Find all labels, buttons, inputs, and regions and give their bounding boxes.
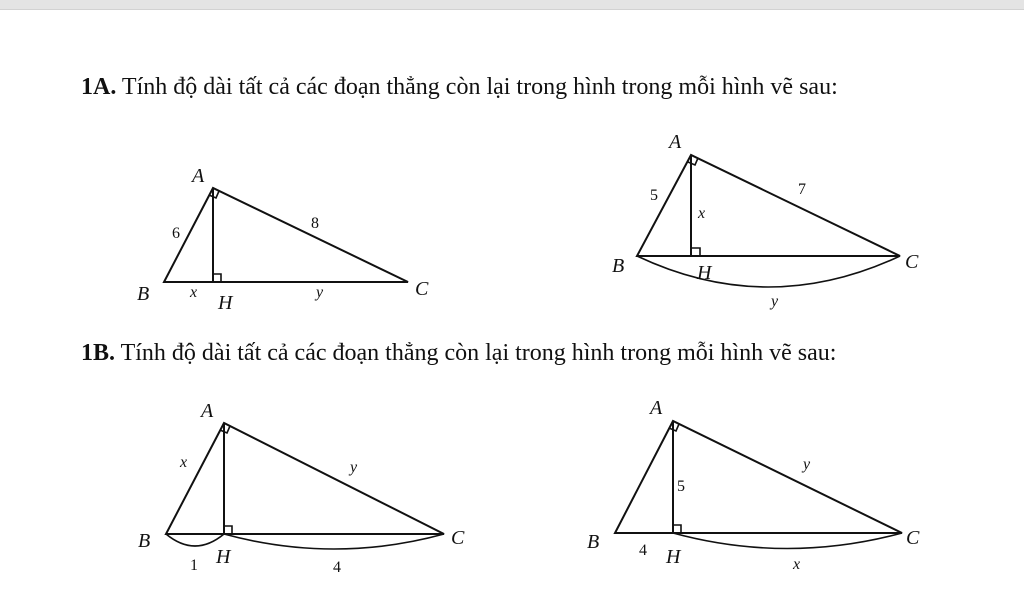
brace-hc — [673, 533, 902, 549]
segment-hc-label: x — [793, 556, 801, 573]
vertex-h-label: H — [697, 262, 712, 284]
side-ab-label: x — [180, 454, 188, 471]
figure-1a-2 — [612, 131, 919, 310]
figure-1b-2 — [587, 397, 920, 573]
right-angle-mark-h — [673, 525, 681, 533]
segment-bh-label: x — [190, 284, 198, 301]
segment-hc-label: y — [316, 284, 324, 301]
altitude-ah-label: 5 — [677, 478, 685, 495]
vertex-c-label: C — [905, 251, 919, 273]
side-ac-label: y — [350, 459, 358, 476]
segment-hc-label: 4 — [333, 559, 341, 576]
problem-1a-label: 1A. — [81, 74, 117, 100]
vertex-b-label: B — [138, 530, 151, 552]
segment-bh-label: 4 — [639, 542, 647, 559]
right-angle-mark-h — [691, 248, 700, 256]
vertex-h-label: H — [216, 546, 231, 568]
side-ab-label: 6 — [172, 225, 180, 242]
side-ac-label: 7 — [798, 181, 806, 198]
right-angle-mark-h — [213, 274, 221, 282]
vertex-a-label: A — [669, 131, 682, 153]
right-angle-mark-h — [224, 526, 232, 534]
side-ac-label: y — [803, 456, 811, 473]
altitude-ah-label: x — [698, 205, 706, 222]
vertex-a-label: A — [650, 397, 663, 419]
figure-1a-1 — [137, 165, 429, 314]
vertex-b-label: B — [137, 283, 150, 305]
vertex-h-label: H — [218, 292, 233, 314]
vertex-b-label: B — [612, 255, 625, 277]
problem-1b-label: 1B. — [81, 340, 116, 366]
vertex-c-label: C — [906, 527, 920, 549]
side-ab-label: 5 — [650, 187, 658, 204]
side-ac-label: 8 — [311, 215, 319, 232]
side-bc-label: y — [771, 293, 779, 310]
triangle-abc — [164, 188, 408, 282]
vertex-h-label: H — [666, 546, 681, 568]
problem-1a-text: Tính độ dài tất cả các đoạn thẳng còn lại trong hình trong mỗi hình vẽ sau: — [121, 74, 838, 100]
triangle-abc — [166, 423, 444, 534]
brace-hc — [224, 534, 444, 549]
vertex-c-label: C — [415, 278, 429, 300]
segment-bh-label: 1 — [190, 557, 198, 574]
vertex-a-label: A — [201, 400, 214, 422]
vertex-a-label: A — [192, 165, 205, 187]
vertex-c-label: C — [451, 527, 465, 549]
vertex-b-label: B — [587, 531, 600, 553]
figure-1b-1 — [138, 400, 465, 576]
brace-bc — [637, 256, 900, 287]
triangle-abc — [615, 421, 902, 533]
problem-1b-text: Tính độ dài tất cả các đoạn thẳng còn lại trong hình trong mỗi hình vẽ sau: — [120, 340, 837, 366]
brace-bh — [166, 534, 224, 546]
triangle-abc — [637, 155, 900, 256]
